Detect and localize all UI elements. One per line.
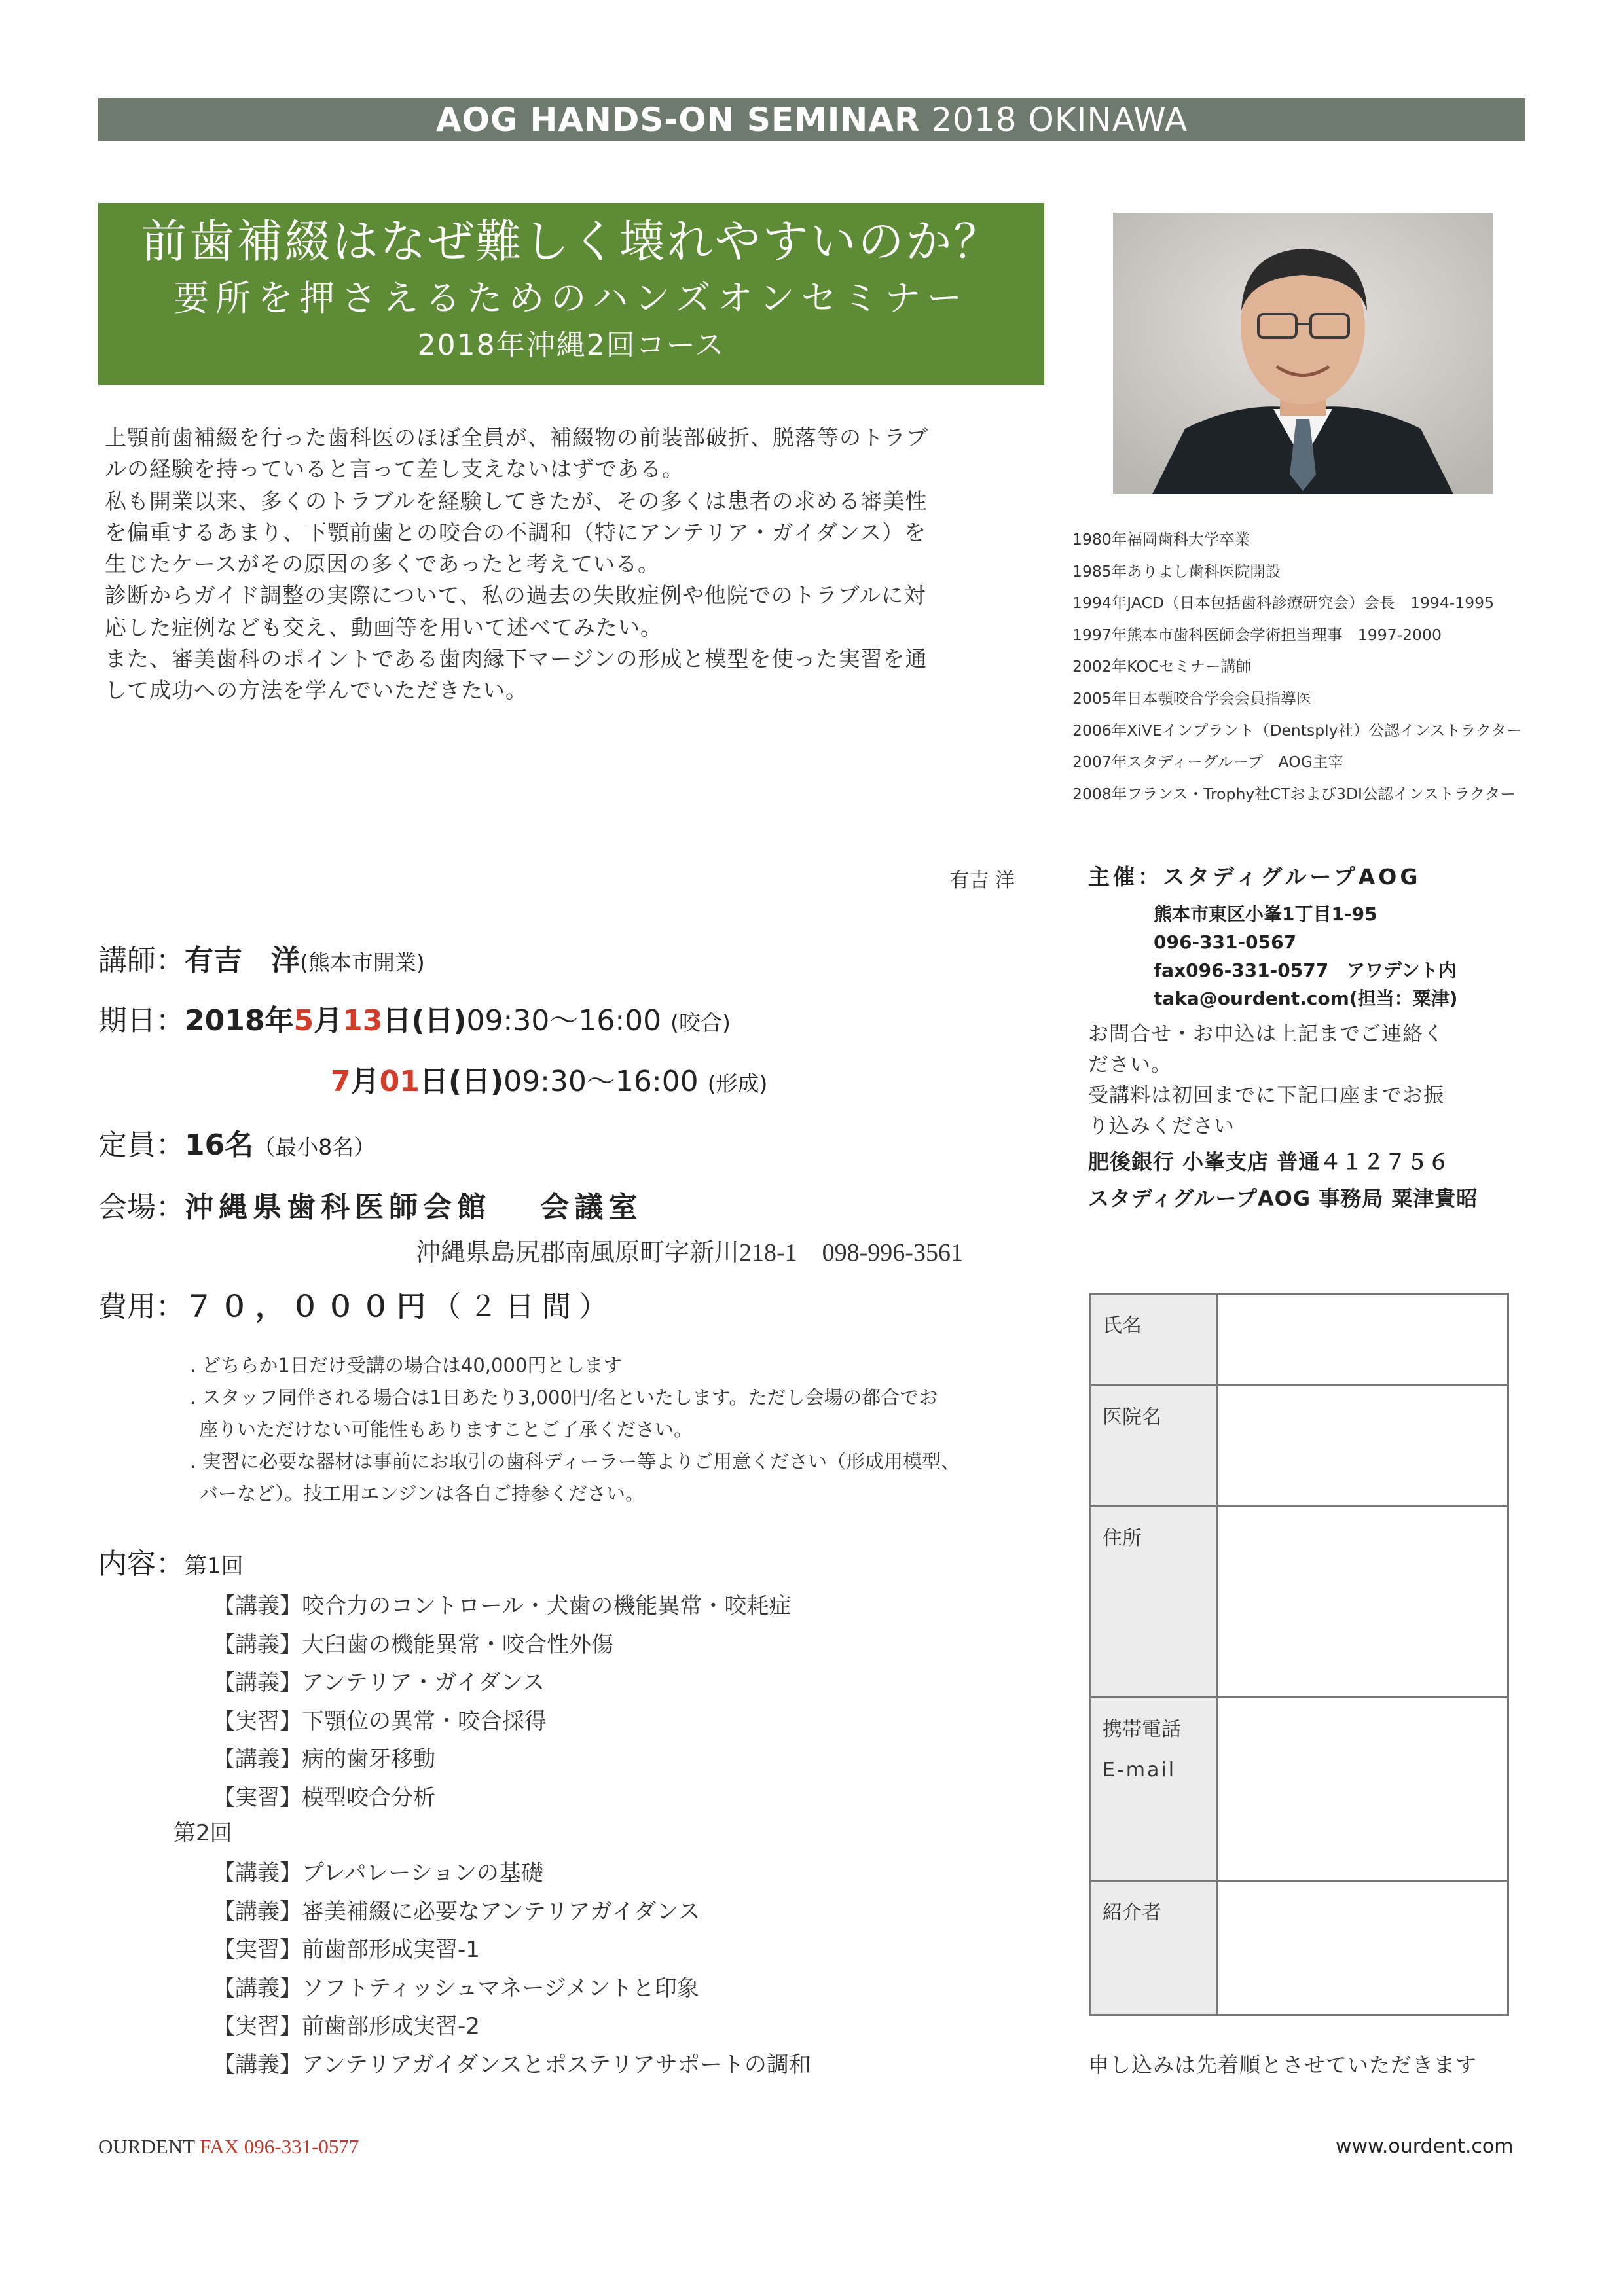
course-title: 2018年沖縄2回コース bbox=[417, 329, 725, 362]
footer-website[interactable]: www.ourdent.com bbox=[1336, 2135, 1514, 2158]
fee-row bbox=[98, 1287, 615, 1327]
form-field-contact[interactable] bbox=[1217, 1698, 1508, 1881]
date1-weekday: 日(日) bbox=[382, 1004, 467, 1037]
capacity-row bbox=[98, 1126, 375, 1167]
main-title: 前歯補綴はなぜ難しく壊れやすいのか？ bbox=[141, 215, 1002, 268]
list-item: 【講義】アンテリアガイダンスとポステリアサポートの調和 bbox=[213, 2051, 811, 2078]
lecturer-photo bbox=[1113, 213, 1493, 494]
bio-item: 2002年KOCセミナー講師 bbox=[1072, 657, 1252, 676]
intro-line: 診断からガイド調整の実際について、私の過去の失敗症例や他院でのトラブルに対 bbox=[105, 583, 926, 609]
date2-note: (形成) bbox=[707, 1071, 768, 1096]
organizer-title: 主催：スタディグループAOG bbox=[1088, 864, 1421, 889]
fee-label: 費用： bbox=[98, 1290, 185, 1323]
session1-label: 第1回 bbox=[185, 1553, 244, 1579]
bio-item: 2006年XiVEインプラント（Dentsply社）公認インストラクター bbox=[1072, 721, 1522, 740]
bank-account: 肥後銀行 小峯支店 普通４１２７５６ bbox=[1088, 1149, 1450, 1174]
list-item: 【実習】前歯部形成実習-2 bbox=[213, 2013, 480, 2039]
intro-line: 応した症例なども交え、動画等を用いて述べてみたい。 bbox=[105, 614, 663, 640]
bio-item: 2007年スタディーグループ AOG主宰 bbox=[1072, 753, 1343, 772]
date2-month: 7 bbox=[331, 1065, 351, 1098]
bio-item: 1985年ありよし歯科医院開設 bbox=[1072, 562, 1281, 581]
header-banner bbox=[98, 98, 1525, 141]
lecturer-portrait-icon bbox=[1113, 213, 1493, 494]
note-line: 座りいただけない可能性もありますことご了承ください。 bbox=[199, 1418, 693, 1441]
date1-time: 09:30〜16:00 bbox=[466, 1004, 662, 1037]
date1-month-unit: 月 bbox=[314, 1004, 343, 1037]
inquiry-line: り込みください bbox=[1088, 1115, 1235, 1138]
sub-title: 要所を押さえるためのハンズオンセミナー bbox=[173, 278, 969, 319]
footer-fax-label: FAX bbox=[200, 2135, 240, 2158]
lecturer-row bbox=[98, 941, 425, 982]
title-box bbox=[98, 203, 1044, 385]
session2-list bbox=[213, 1854, 811, 2084]
date2-day: 01 bbox=[379, 1065, 420, 1098]
inquiry-line: 受講料は初回までに下記口座までお振 bbox=[1088, 1084, 1444, 1107]
list-item: 【講義】アンテリア・ガイダンス bbox=[213, 1670, 545, 1696]
note-line: . どちらか1日だけ受講の場合は40,000円とします bbox=[190, 1354, 623, 1376]
fee-value: ７０，０００円 bbox=[185, 1290, 432, 1323]
date1-year: 2018年 bbox=[185, 1004, 294, 1037]
lecturer-bio bbox=[1072, 524, 1570, 810]
organizer-tel: 096-331-0567 bbox=[1154, 931, 1297, 953]
date2-weekday: 日(日) bbox=[419, 1065, 504, 1098]
fee-note: （２日間） bbox=[432, 1290, 615, 1323]
venue-name: 沖縄県歯科医師会館 会議室 bbox=[185, 1191, 643, 1224]
intro-line: を偏重するあまり、下顎前歯との咬合の不調和（特にアンテリア・ガイダンス）を bbox=[105, 519, 927, 545]
note-line: . 実習に必要な器材は事前にお取引の歯科ディーラー等よりご用意ください（形成用模型、 bbox=[190, 1450, 960, 1473]
note-line: . スタッフ同伴される場合は1日あたり3,000円/名といたします。ただし会場の都合でお bbox=[190, 1386, 938, 1408]
note-line: バーなど）。技工用エンジンは各自ご持参ください。 bbox=[199, 1482, 645, 1505]
form-label-contact bbox=[1090, 1698, 1217, 1881]
list-item: 【講義】大臼歯の機能異常・咬合性外傷 bbox=[213, 1631, 613, 1658]
form-label-name: 氏名 bbox=[1090, 1294, 1217, 1386]
date2-time: 09:30〜16:00 bbox=[503, 1065, 699, 1098]
header-title-bold: AOG HANDS-ON SEMINAR bbox=[435, 101, 921, 139]
list-item: 【実習】前歯部形成実習-1 bbox=[213, 1937, 480, 1963]
bank-holder: スタディグループAOG 事務局 粟津貴昭 bbox=[1088, 1186, 1478, 1211]
footer-fax-number: 096-331-0577 bbox=[244, 2135, 359, 2158]
organizer-block bbox=[1088, 861, 1586, 1215]
organizer-address: 熊本市東区小峯1丁目1-95 bbox=[1154, 903, 1377, 925]
form-field-address[interactable] bbox=[1217, 1507, 1508, 1698]
header-title-rest: 2018 OKINAWA bbox=[920, 101, 1188, 139]
form-field-name[interactable] bbox=[1217, 1294, 1508, 1386]
venue-row bbox=[98, 1188, 642, 1227]
intro-line: 私も開業以来、多くのトラブルを経験してきたが、その多くは患者の求める審美性 bbox=[105, 488, 928, 514]
intro-line: 上顎前歯補綴を行った歯科医のほぼ全員が、補綴物の前装部破折、脱落等のトラブ bbox=[105, 425, 928, 450]
registration-form bbox=[1089, 1293, 1509, 2016]
date-row-2 bbox=[331, 1062, 767, 1103]
form-label-clinic: 医院名 bbox=[1090, 1386, 1217, 1507]
form-label-address: 住所 bbox=[1090, 1507, 1217, 1698]
lecturer-name: 有吉 洋 bbox=[185, 944, 300, 977]
session1-list bbox=[213, 1587, 791, 1817]
date-row-1 bbox=[98, 1001, 731, 1043]
venue-address: 沖縄県島尻郡南風原町字新川218-1 098-996-3561 bbox=[416, 1239, 963, 1266]
intro-line: また、審美歯科のポイントである歯肉縁下マージンの形成と模型を使った実習を通 bbox=[105, 646, 928, 672]
intro-line: 生じたケースがその原因の多くであったと考えている。 bbox=[105, 551, 661, 577]
date-label: 期日： bbox=[98, 1004, 185, 1037]
bio-item: 1980年福岡歯科大学卒業 bbox=[1072, 530, 1250, 548]
bio-item: 2008年フランス・Trophy社CTおよび3DI公認インストラクター bbox=[1072, 784, 1516, 803]
intro-signature: 有吉 洋 bbox=[949, 869, 1015, 892]
form-field-clinic[interactable] bbox=[1217, 1386, 1508, 1507]
list-item: 【実習】模型咬合分析 bbox=[213, 1784, 435, 1811]
lecturer-note: (熊本市開業) bbox=[300, 950, 425, 975]
list-item: 【講義】プレパレーションの基礎 bbox=[213, 1860, 543, 1886]
date1-note: (咬合) bbox=[670, 1010, 731, 1035]
session2-label: 第2回 bbox=[173, 1820, 232, 1846]
form-label-email: E-mail bbox=[1103, 1759, 1176, 1782]
capacity-label: 定員： bbox=[98, 1128, 185, 1162]
content-label: 内容： bbox=[98, 1547, 185, 1581]
form-label-phone: 携帯電話 bbox=[1103, 1718, 1181, 1741]
organizer-fax: fax096-331-0577 アワデント内 bbox=[1154, 960, 1457, 981]
list-item: 【講義】咬合力のコントロール・犬歯の機能異常・咬耗症 bbox=[213, 1593, 792, 1619]
intro-line: ルの経験を持っていると言って差し支えないはずである。 bbox=[105, 456, 684, 482]
bio-item: 1997年熊本市歯科医師会学術担当理事 1997-2000 bbox=[1072, 625, 1442, 644]
form-label-referrer: 紹介者 bbox=[1090, 1881, 1217, 2015]
list-item: 【実習】下顎位の異常・咬合採得 bbox=[213, 1708, 547, 1734]
footer-fax bbox=[98, 2135, 359, 2159]
list-item: 【講義】病的歯牙移動 bbox=[213, 1746, 435, 1772]
list-item: 【講義】審美補綴に必要なアンテリアガイダンス bbox=[213, 1898, 701, 1925]
bio-item: 1994年JACD（日本包括歯科診療研究会）会長 1994-1995 bbox=[1072, 594, 1495, 613]
lecturer-label: 講師： bbox=[98, 944, 185, 977]
capacity-note: （最小8名） bbox=[253, 1134, 376, 1160]
date2-month-unit: 月 bbox=[350, 1065, 380, 1098]
capacity-value: 16名 bbox=[185, 1128, 254, 1162]
intro-text bbox=[105, 422, 1021, 707]
fee-notes bbox=[190, 1350, 1054, 1510]
organizer-email[interactable]: taka@ourdent.com(担当：粟津) bbox=[1154, 988, 1458, 1009]
form-note: 申し込みは先着順とさせていただきます bbox=[1088, 2053, 1478, 2077]
venue-label: 会場： bbox=[98, 1191, 185, 1224]
form-field-referrer[interactable] bbox=[1217, 1881, 1508, 2015]
intro-line: して成功への方法を学んでいただきたい。 bbox=[105, 677, 528, 704]
inquiry-line: ださい。 bbox=[1088, 1053, 1172, 1077]
bio-item: 2005年日本顎咬合学会会員指導医 bbox=[1072, 689, 1312, 708]
date1-day: 13 bbox=[342, 1004, 383, 1037]
date1-month: 5 bbox=[293, 1004, 314, 1037]
list-item: 【講義】ソフトティッシュマネージメントと印象 bbox=[213, 1975, 699, 2001]
inquiry-line: お問合せ・お申込は上記までご連絡く bbox=[1088, 1022, 1444, 1046]
footer-brand: OURDENT bbox=[98, 2135, 195, 2158]
content-label-row bbox=[98, 1545, 244, 1586]
